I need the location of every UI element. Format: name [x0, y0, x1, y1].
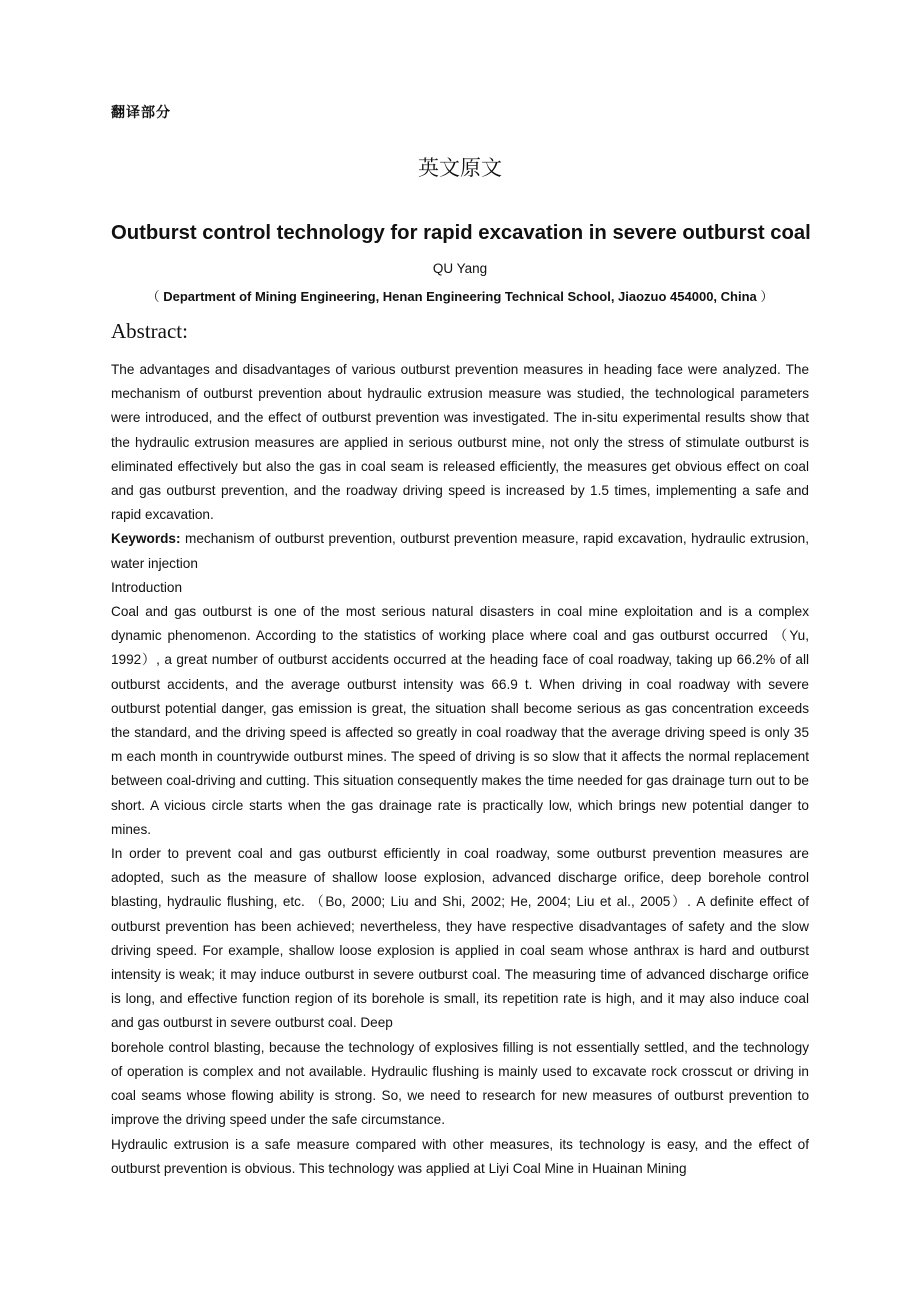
affiliation: [111, 286, 809, 305]
paper-title: Outburst control technology for rapid excavation in severe outburst coal: [111, 222, 811, 244]
affiliation-text: Department of Mining Engineering, Henan Engineering Technical School, Jiaozuo 454000, China: [163, 289, 757, 304]
introduction-heading: Introduction: [111, 579, 183, 595]
chinese-title: 英文原文: [418, 156, 502, 180]
affiliation-close-paren: ）: [760, 290, 774, 305]
keywords-label: Keywords:: [111, 531, 181, 547]
keywords-text: mechanism of outburst prevention, outburst prevention measure, rapid excavation, hydraulic extrusion, water injection: [111, 531, 809, 571]
intro-paragraph-4: Hydraulic extrusion is a safe measure compared with other measures, its technology is easy, and the effect of outburst prevention is obvious. This technology was applied at Liyi Coal Mine in Huainan Mining: [111, 1136, 809, 1176]
author: QU Yang: [432, 261, 488, 276]
section-tag: 翻译部分: [111, 105, 171, 121]
affiliation-open-paren: （: [146, 290, 160, 305]
intro-paragraph-3: borehole control blasting, because the technology of explosives filling is not essentially settled, and the technology of operation is complex and not available. Hydraulic flushing is mainly used to excavate rock crosscut or driving in coal seams whose flowing ability is strong. So, we need to research for new measures of outburst prevention to improve the driving speed under the safe circumstance.: [111, 1039, 809, 1128]
keywords-line: [111, 527, 809, 575]
body-text: [111, 358, 809, 1181]
intro-paragraph-2: In order to prevent coal and gas outburst efficiently in coal roadway, some outburst prevention measures are adopted, such as the measure of shallow loose explosion, advanced discharge orifice, deep borehole control blasting, hydraulic flushing, etc. （Bo, 2000; Liu and Shi, 2002; He, 2004; Liu et al., 2005）. A definite effect of outburst prevention has been achieved; nevertheless, they have respective disadvantages of safety and the slow driving speed. For example, shallow loose explosion is applied in coal seam whose anthrax is hard and outburst intensity is weak; it may induce outburst in severe outburst coal. The measuring time of advanced discharge orifice is long, and effective function region of its borehole is small, its repetition rate is high, and it may also induce coal and gas outburst in severe outburst coal. Deep: [111, 846, 809, 1031]
abstract-paragraph: The advantages and disadvantages of various outburst prevention measures in heading face were analyzed. The mechanism of outburst prevention about hydraulic extrusion measure was studied, the technological parameters were introduced, and the effect of outburst prevention was investigated. The in-situ experimental results show that the hydraulic extrusion measures are applied in serious outburst mine, not only the stress of stimulate outburst is eliminated effectively but also the gas in coal seam is released efficiently, the measures get obvious effect on coal and gas outburst prevention, and the roadway driving speed is increased by 1.5 times, implementing a safe and rapid excavation.: [111, 362, 809, 523]
intro-paragraph-1: Coal and gas outburst is one of the most serious natural disasters in coal mine exploitation and is a complex dynamic phenomenon. According to the statistics of working place where coal and gas outburst occurred （Yu, 1992）, a great number of outburst accidents occurred at the heading face of coal roadway, taking up 66.2% of all outburst accidents, and the average outburst intensity was 66.9 t. When driving in coal roadway with severe outburst potential danger, gas emission is great, the situation shall become serious as gas concentration exceeds the standard, and the driving speed is affected so greatly in coal roadway that the average driving speed is only 35 m each month in countrywide outburst mines. The speed of driving is so slow that it affects the normal replacement between coal-driving and cutting. This situation consequently makes the time needed for gas drainage turn out to be short. A vicious circle starts when the gas drainage rate is practically low, which brings new potential danger to mines.: [111, 604, 809, 837]
abstract-heading: Abstract:: [111, 319, 188, 343]
